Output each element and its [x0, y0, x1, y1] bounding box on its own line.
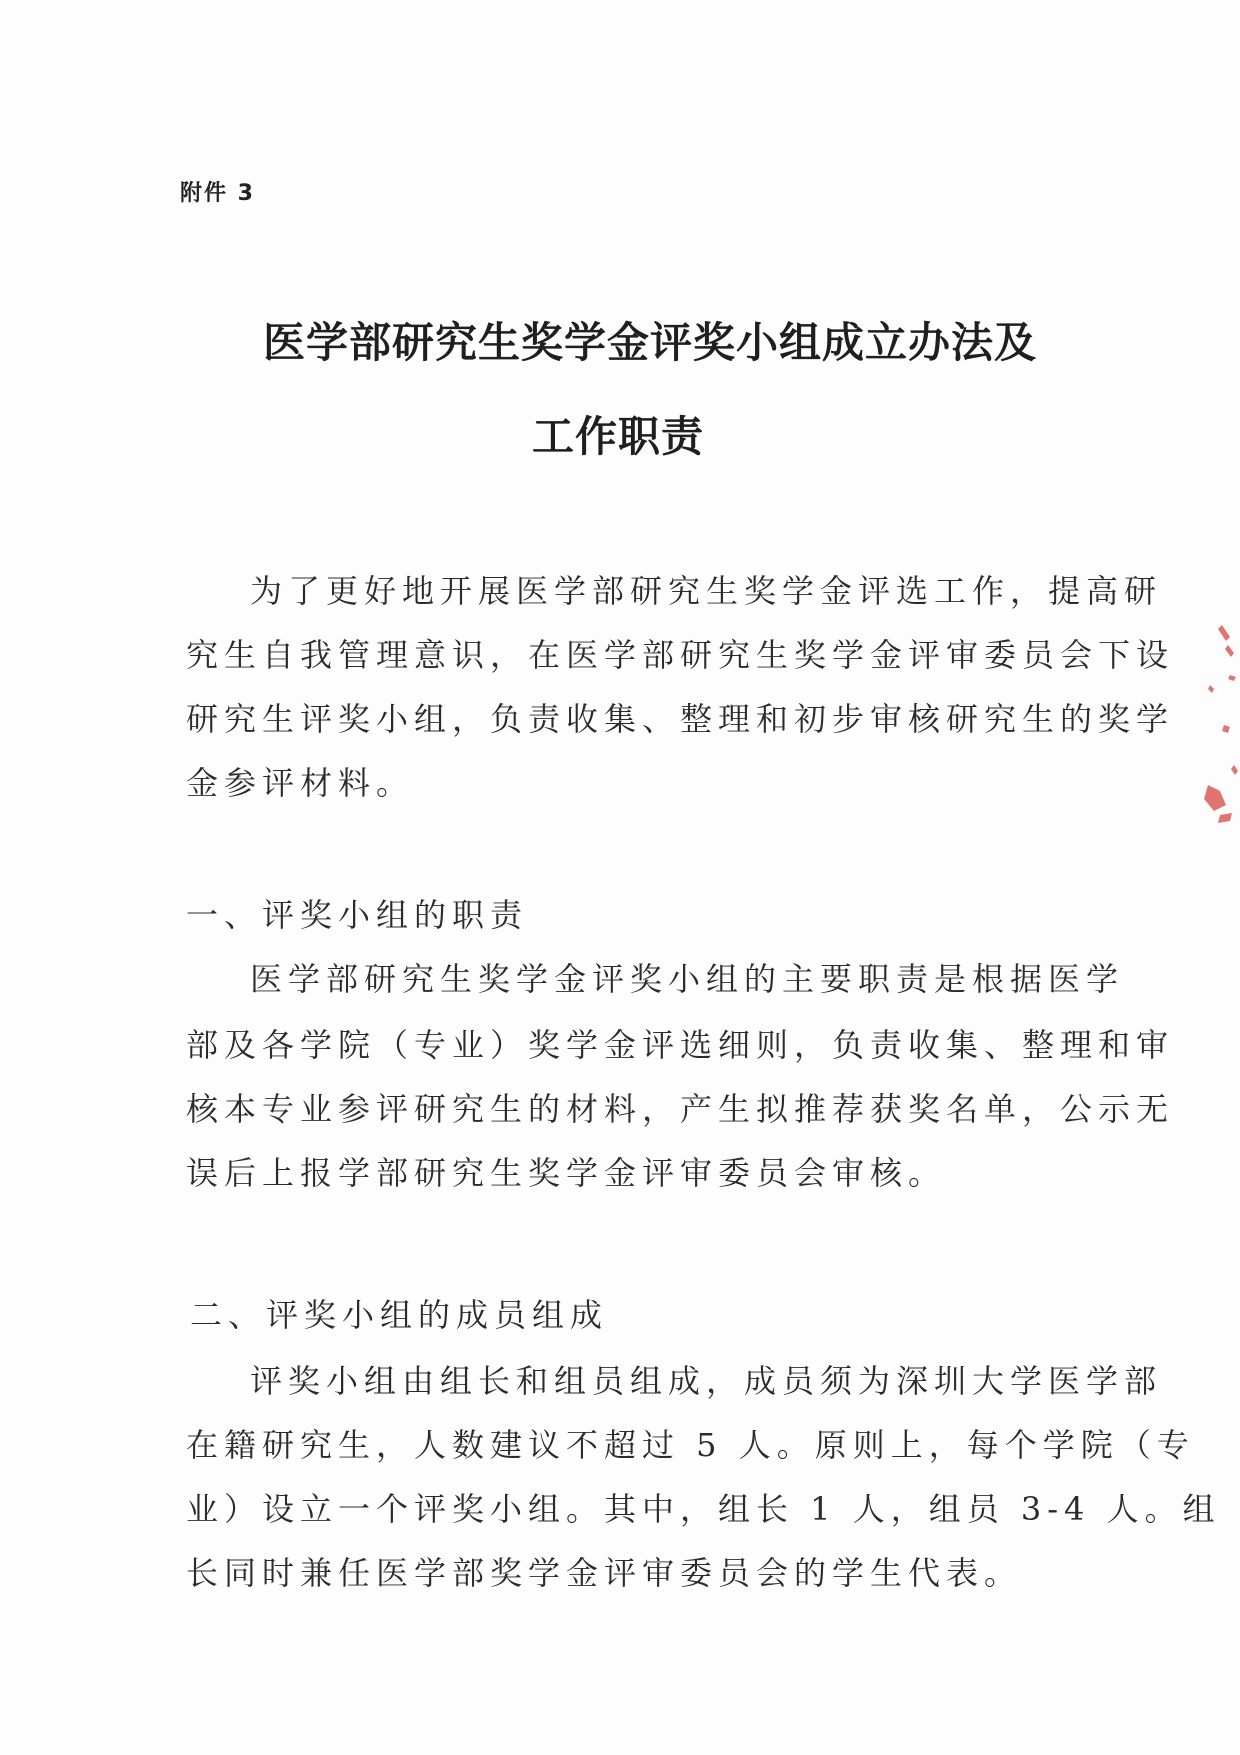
paragraph-line: 部及各学院（专业）奖学金评选细则，负责收集、整理和审: [186, 1026, 1175, 1064]
section-heading-2: 二、评奖小组的成员组成: [190, 1296, 609, 1334]
document-title-line-1: 医学部研究生奖学金评奖小组成立办法及: [262, 318, 1037, 367]
paragraph-line: 在籍研究生，人数建议不超过 5 人。原则上，每个学院（专: [186, 1426, 1195, 1464]
paragraph-line: 长同时兼任医学部奖学金评审委员会的学生代表。: [186, 1554, 1023, 1592]
paragraph-line: 金参评材料。: [186, 764, 415, 802]
section-heading-1: 一、评奖小组的职责: [186, 896, 529, 934]
attachment-label: 附件 3: [180, 181, 255, 206]
paragraph-line: 核本专业参评研究生的材料，产生拟推荐获奖名单，公示无: [186, 1090, 1175, 1128]
paragraph-line: 评奖小组由组长和组员组成，成员须为深圳大学医学部: [250, 1362, 1163, 1400]
seal-fragment: [1200, 615, 1240, 835]
paragraph-line: 研究生评奖小组，负责收集、整理和初步审核研究生的奖学: [186, 700, 1175, 738]
paragraph-line: 误后上报学部研究生奖学金评审委员会审核。: [186, 1154, 947, 1192]
paragraph-line: 究生自我管理意识，在医学部研究生奖学金评审委员会下设: [186, 636, 1175, 674]
document-title-line-2: 工作职责: [531, 412, 704, 461]
paragraph-line: 为了更好地开展医学部研究生奖学金评选工作，提高研: [250, 572, 1163, 610]
paragraph-line: 医学部研究生奖学金评奖小组的主要职责是根据医学: [250, 960, 1125, 998]
paragraph-line: 业）设立一个评奖小组。其中，组长 1 人，组员 3-4 人。组: [186, 1490, 1221, 1528]
